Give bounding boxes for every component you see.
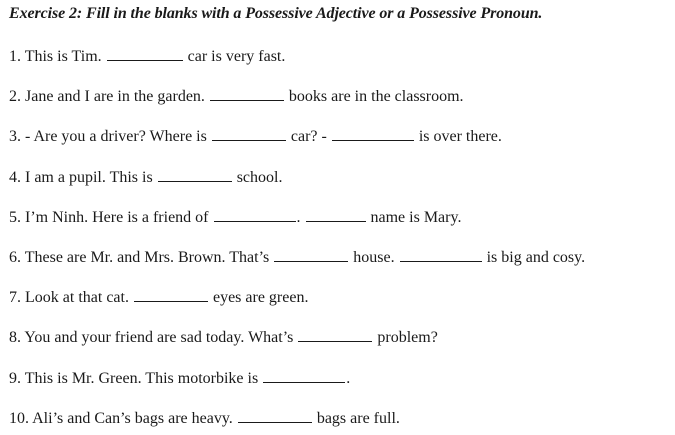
question-2 (9, 86, 464, 107)
question-1-text-a: 1. This is Tim. (9, 48, 106, 65)
answer-blank-3a[interactable] (212, 126, 286, 141)
answer-blank-6b[interactable] (400, 247, 482, 262)
question-9-text-a: 9. This is Mr. Green. This motorbike is (9, 370, 263, 387)
question-9-text-b: . (346, 370, 351, 387)
question-5-text-a: 5. I’m Ninh. Here is a friend of (9, 209, 213, 226)
answer-blank-8[interactable] (298, 327, 372, 342)
answer-blank-5b[interactable] (306, 207, 366, 222)
question-8-text-a: 8. You and your friend are sad today. What’s (9, 329, 298, 346)
question-6 (9, 247, 585, 268)
question-3-text-b: car? - (286, 128, 331, 145)
question-4-text-b: school. (232, 169, 283, 186)
question-8-text-b: problem? (373, 329, 438, 346)
question-3 (9, 126, 502, 147)
question-6-text-b: house. (349, 249, 399, 266)
answer-blank-10[interactable] (238, 408, 312, 423)
question-7 (9, 287, 308, 308)
question-10-text-a: 10. Ali’s and Can’s bags are heavy. (9, 410, 237, 427)
question-5 (9, 207, 461, 228)
question-9 (9, 368, 350, 389)
answer-blank-1[interactable] (107, 46, 183, 61)
question-6-text-c: is big and cosy. (482, 249, 586, 266)
answer-blank-9[interactable] (263, 368, 345, 383)
answer-blank-2[interactable] (210, 86, 284, 101)
question-4 (9, 167, 282, 188)
question-3-text-a: 3. - Are you a driver? Where is (9, 128, 211, 145)
question-10 (9, 408, 400, 429)
question-7-text-b: eyes are green. (208, 289, 309, 306)
question-3-text-c: is over there. (414, 128, 502, 145)
question-2-text-b: books are in the classroom. (284, 88, 464, 105)
answer-blank-4[interactable] (158, 167, 232, 182)
answer-blank-6a[interactable] (274, 247, 348, 262)
question-5-text-c: name is Mary. (366, 209, 462, 226)
question-8 (9, 327, 438, 348)
question-2-text-a: 2. Jane and I are in the garden. (9, 88, 209, 105)
answer-blank-3b[interactable] (332, 126, 414, 141)
question-6-text-a: 6. These are Mr. and Mrs. Brown. That’s (9, 249, 274, 266)
question-4-text-a: 4. I am a pupil. This is (9, 169, 157, 186)
question-10-text-b: bags are full. (312, 410, 400, 427)
answer-blank-7[interactable] (134, 287, 208, 302)
question-5-text-b: . (296, 209, 305, 226)
question-1-text-b: car is very fast. (183, 48, 286, 65)
question-1 (9, 46, 285, 67)
exercise-title: Exercise 2: Fill in the blanks with a Possessive Adjective or a Possessive Pronoun. (9, 5, 543, 22)
answer-blank-5a[interactable] (214, 207, 296, 222)
question-7-text-a: 7. Look at that cat. (9, 289, 133, 306)
